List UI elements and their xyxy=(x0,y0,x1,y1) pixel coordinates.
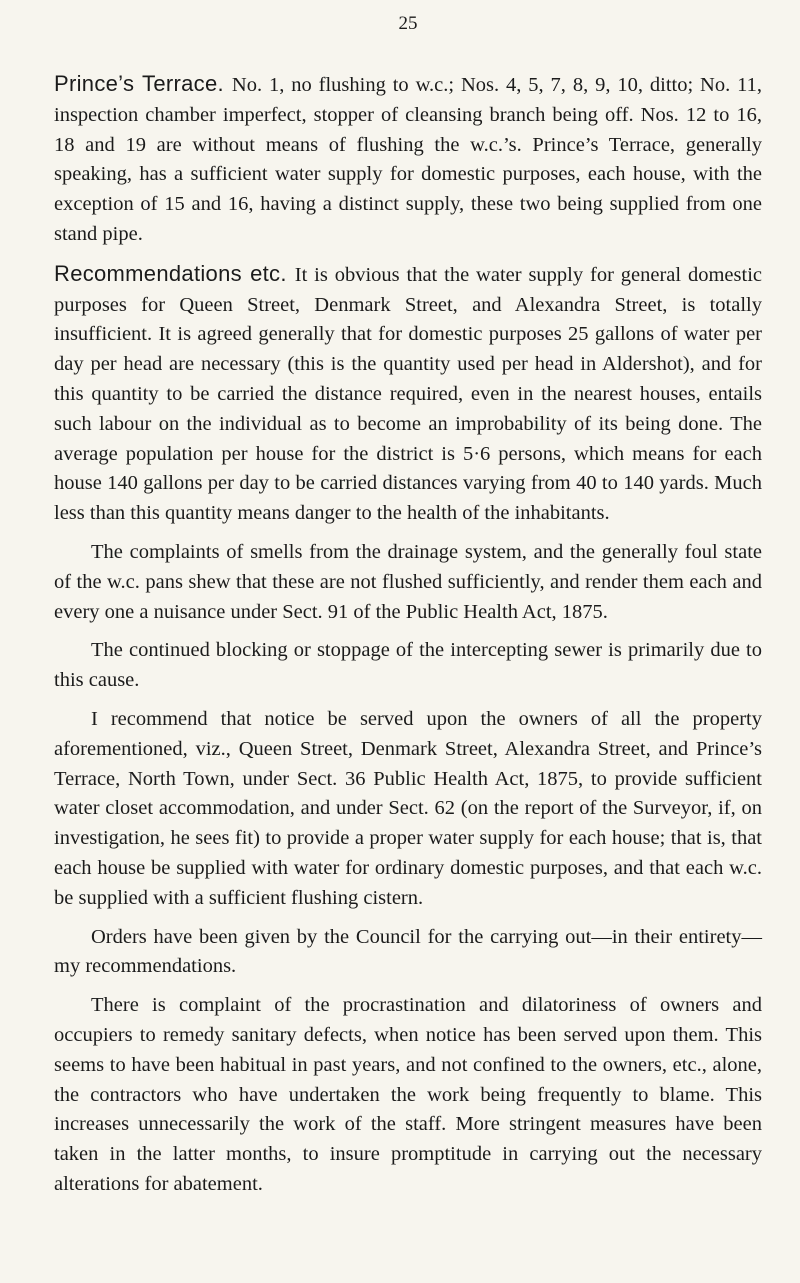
notice-recommendation-paragraph: I recommend that notice be served upon the owners of all the property aforementioned, viz., Queen Street, Denmark Street, Alexandra Street, and Prince’s Terrace, North Town, under Sect. 36 Public Health Act, 1875, to provide sufficient water closet accommodation, and under Sect. 62 (on the report of the Surveyor, if, on investigation, he sees fit) to provide a proper water supply for each house; that is, that each house be supplied with water for ordinary domestic purposes, and that each w.c. be supplied with a sufficient flushing cistern. xyxy=(54,707,762,909)
recommendations-text: It is obvious that the water supply for general domestic purposes for Queen Street, Denmark Street, and Alexandra Street, is totally insufficient. It is agreed generally that for domestic purposes 25 gallons of water per day per head are necessary (this is the quantity used per head in Aldershot), and for this quantity to be carried the distance required, even in the nearest houses, entails such labour on the individual as to become an improbability of its being done. The average population per house for the district is 5·6 persons, which means for each house 140 gallons per day to be carried distances varying from 40 to 140 yards. Much less than this quantity means danger to the health of the inhabitants. xyxy=(54,263,762,525)
smells-paragraph: The complaints of smells from the drainage system, and the generally foul state of the w.c. pans shew that these are not flushed sufficiently, and render them each and every one a nuisance under Sect. 91 of the Public Health Act, 1875. xyxy=(54,540,762,623)
sewer-blocking-paragraph: The continued blocking or stoppage of the intercepting sewer is primarily due to this cause. xyxy=(54,639,762,692)
council-orders-paragraph: Orders have been given by the Council for the carrying out—in their entirety—my recommendations. xyxy=(54,925,762,978)
procrastination-paragraph: There is complaint of the procrastination and dilatoriness of owners and occupiers to remedy sanitary defects, when notice has been served upon them. This seems to have been habitual in past years, and not confined to the owners, etc., alone, the contractors who have undertaken the work being frequently to blame. This increases unnecessarily the work of the staff. More stringent measures have been taken in the latter months, to insure promptitude in carrying out the necessary alterations for abatement. xyxy=(54,994,762,1195)
page-number: 25 xyxy=(398,13,418,34)
princes-terrace-paragraph xyxy=(54,69,762,250)
document-page xyxy=(54,0,762,1209)
recommendations-paragraph xyxy=(54,259,762,529)
princes-terrace-text: No. 1, no flushing to w.c.; Nos. 4, 5, 7, 8, 9, 10, ditto; No. 11, inspection chamber imperfect, stopper of cleansing branch being off. Nos. 12 to 16, 18 and 19 are without means of flushing the w.c.’s. Prince’s Terrace, generally speaking, has a sufficient water supply for domestic purposes, each house, with the exception of 15 and 16, having a distinct supply, these two being supplied from one stand pipe. xyxy=(54,74,762,245)
section-heading-recommendations: Recommendations etc. xyxy=(54,260,287,286)
section-heading-princes-terrace: Prince’s Terrace. xyxy=(54,71,224,96)
